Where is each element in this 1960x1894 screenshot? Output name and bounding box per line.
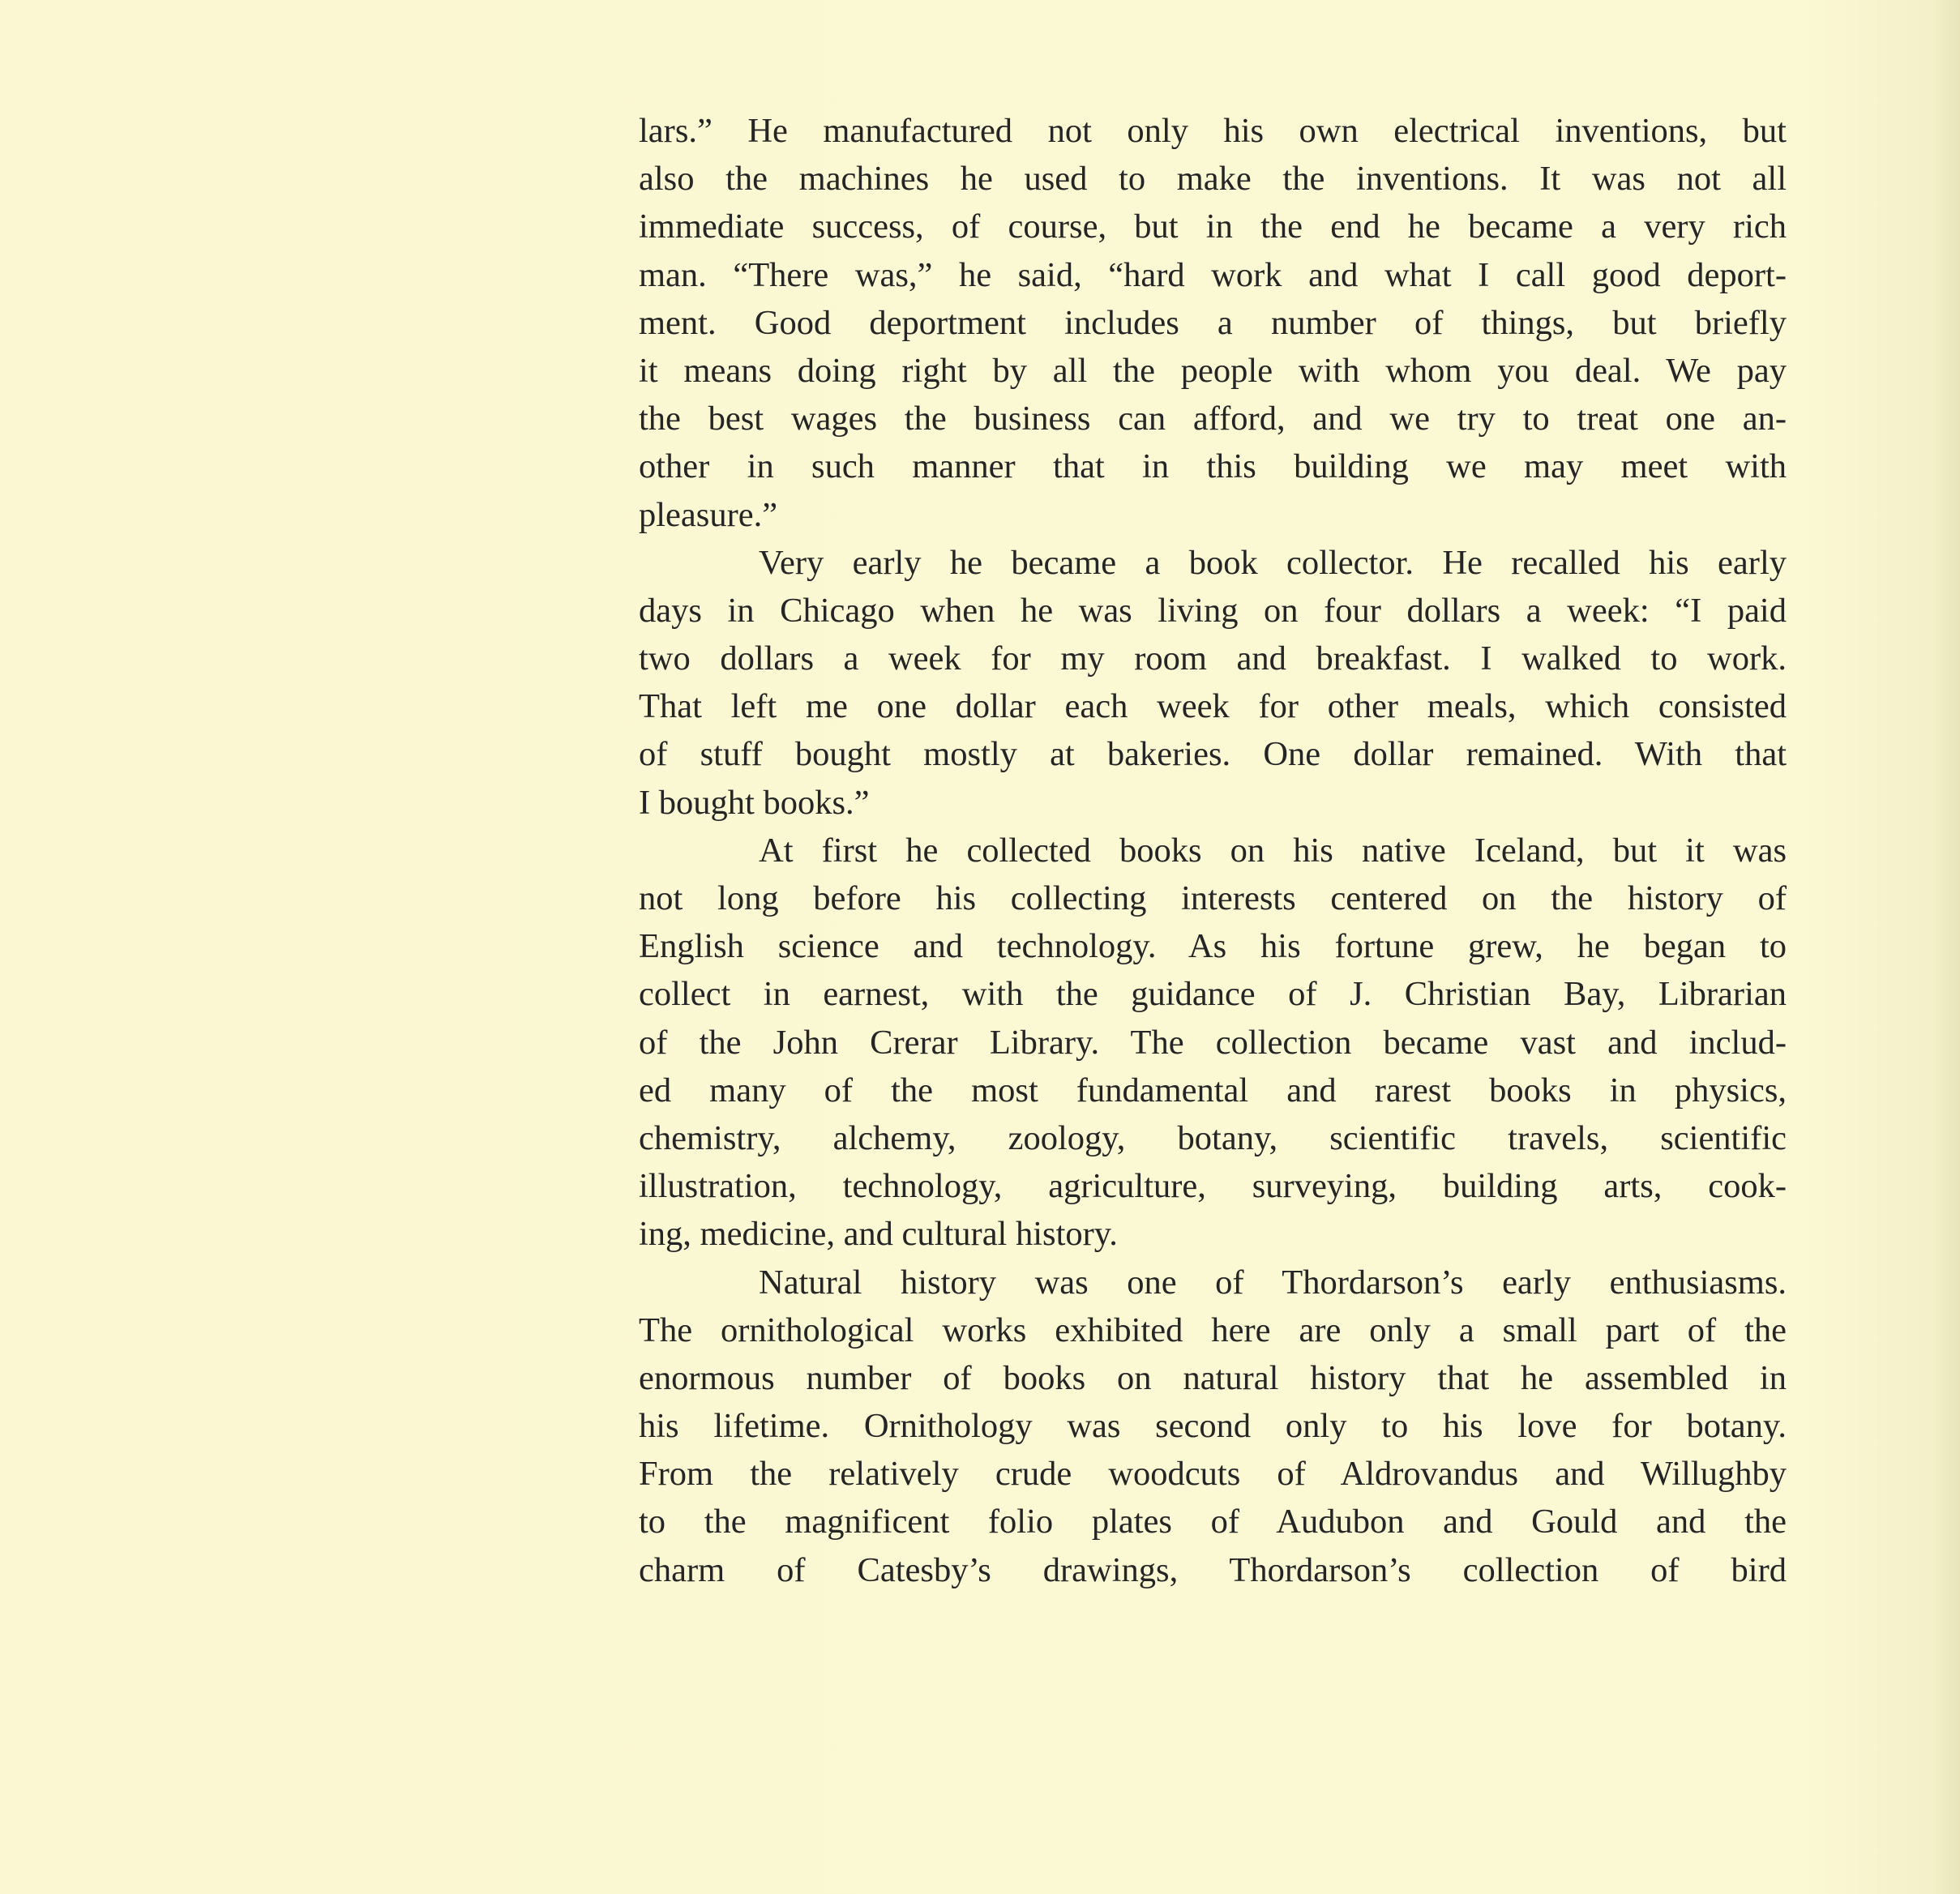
text-line: man. “There was,” he said, “hard work and what I call good deport- [639, 255, 1787, 294]
text-line: I bought books.” [639, 783, 870, 822]
text-line: enormous number of books on natural history that he assembled in [639, 1358, 1787, 1397]
text-line: days in Chicago when he was living on four dollars a week: “I paid [639, 591, 1787, 630]
text-line: Natural history was one of Thordarson’s early enthusiasms. [759, 1263, 1787, 1302]
text-line: charm of Catesby’s drawings, Thordarson’s collection of bird [639, 1550, 1787, 1589]
text-line: English science and technology. As his fortune grew, he began to [639, 927, 1787, 966]
text-line: two dollars a week for my room and breakfast. I walked to work. [639, 639, 1787, 678]
text-line: At first he collected books on his native Iceland, but it was [759, 831, 1787, 870]
text-line: Very early he became a book collector. He recalled his early [759, 543, 1787, 582]
text-line: to the magnificent folio plates of Audubon and Gould and the [639, 1503, 1787, 1541]
text-line: also the machines he used to make the inventions. It was not all [639, 160, 1787, 199]
text-line: it means doing right by all the people with whom you deal. We pay [639, 351, 1787, 390]
body-text [639, 107, 1787, 1594]
text-line: his lifetime. Ornithology was second only to his love for botany. [639, 1407, 1787, 1446]
text-line: The ornithological works exhibited here are only a small part of the [639, 1310, 1787, 1349]
text-line: other in such manner that in this building we may meet with [639, 447, 1787, 486]
paragraph [639, 539, 1787, 827]
text-line: collect in earnest, with the guidance of J. Christian Bay, Librarian [639, 975, 1787, 1014]
text-line: ing, medicine, and cultural history. [639, 1215, 1118, 1254]
text-line: From the relatively crude woodcuts of Aldrovandus and Willughby [639, 1455, 1787, 1494]
text-line: the best wages the business can afford, and we try to treat one an- [639, 400, 1787, 438]
text-line: ed many of the most fundamental and rarest books in physics, [639, 1071, 1787, 1109]
text-line: pleasure.” [639, 495, 778, 534]
text-line: chemistry, alchemy, zoology, botany, scientific travels, scientific [639, 1118, 1787, 1157]
text-line: lars.” He manufactured not only his own electrical inventions, but [639, 112, 1787, 150]
text-line: illustration, technology, agriculture, surveying, building arts, cook- [639, 1167, 1787, 1206]
text-line: That left me one dollar each week for other meals, which consisted [639, 687, 1787, 726]
text-line: of the John Crerar Library. The collection became vast and includ- [639, 1023, 1787, 1062]
text-line: not long before his collecting interests centered on the history of [639, 879, 1787, 917]
text-line: of stuff bought mostly at bakeries. One dollar remained. With that [639, 735, 1787, 774]
text-line: ment. Good deportment includes a number of things, but briefly [639, 303, 1787, 342]
paragraph [639, 827, 1787, 1259]
paragraph [639, 1259, 1787, 1594]
text-line: immediate success, of course, but in the end he became a very rich [639, 207, 1787, 246]
paragraph [639, 107, 1787, 539]
